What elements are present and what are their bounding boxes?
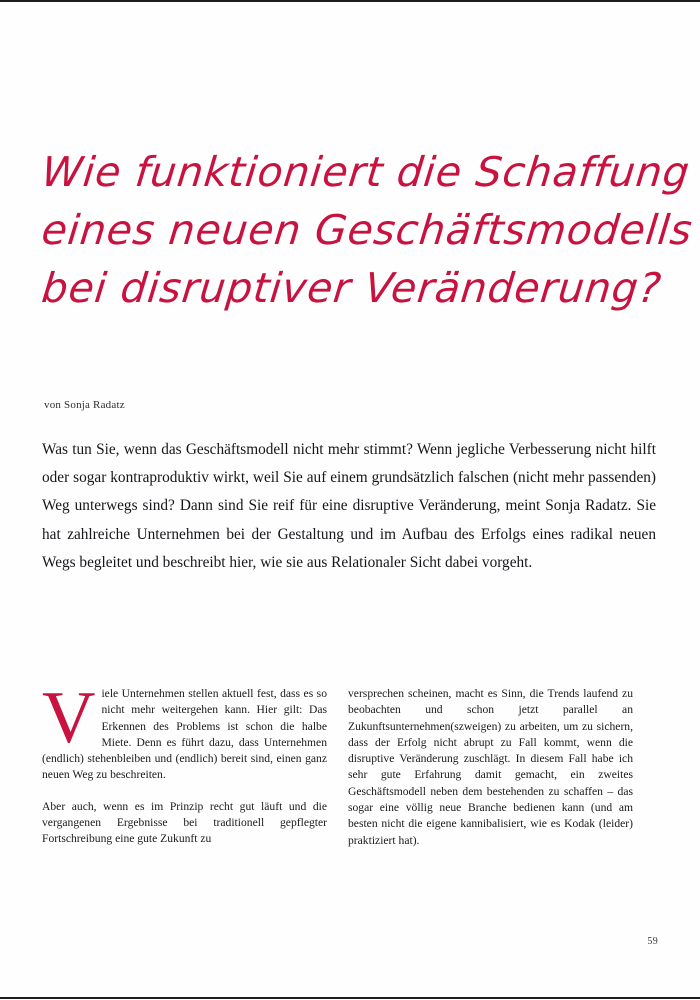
- scan-edge-top: [0, 0, 700, 2]
- page-number: 59: [647, 936, 658, 947]
- body-left-paragraph-1: [42, 677, 327, 784]
- title-line-2: eines neuen Geschäftsmodells: [39, 206, 695, 254]
- lead-paragraph: [42, 436, 656, 577]
- title-line-3: bei disruptiver Veränderung?: [39, 264, 664, 312]
- body-column-right: [348, 686, 633, 849]
- body-column-left: [42, 677, 327, 848]
- author-byline: von Sonja Radatz: [44, 399, 125, 411]
- drop-cap: V: [42, 677, 96, 759]
- article-title: [39, 143, 695, 317]
- scan-edge-bottom: [0, 997, 700, 999]
- lead-text: Was tun Sie, wenn das Geschäftsmodell nicht mehr stimmt? Wenn jegliche Verbesserung nicht hilft oder sogar kontraproduktiv wirkt, weil Sie auf einem grundsätzlich falschen (nicht mehr passenden) Weg unterwegs sind? Dann sind Sie reif für eine disruptive Veränderung, meint Sonja Radatz. Sie hat zahlreiche Unternehmen bei der Gestaltung und im Aufbau des Erfolgs eines radikal neuen Wegs begleitet und beschreibt hier, wie sie aus Relationaler Sicht dabei vorgeht.: [42, 441, 656, 571]
- body-columns: [42, 677, 656, 901]
- body-right-paragraph-1: versprechen scheinen, macht es Sinn, die Trends laufend zu beobachten und schon jetzt parallel an Zukunftsunternehmen(szweigen) zu arbeiten, um zu sichern, dass der Erfolg nicht abrupt zu Fall kommt, wenn die disruptive Veränderung zuschlägt. In diesem Fall habe ich sehr gute Erfahrung damit gemacht, ein zweites Geschäftsmodell neben dem bestehenden zu schaffen – das sogar eine völlig neue Branche bedienen kann (und am besten nicht die eigene kannibalisiert, wie es Kodak (leider) praktiziert hat).: [348, 687, 633, 847]
- title-line-1: Wie funktioniert die Schaffung: [39, 148, 693, 196]
- body-left-paragraph-1-text: iele Unternehmen stellen aktuell fest, dass es so nicht mehr weitergehen kann. Hier gilt: Das Erkennen des Problems ist schon die halbe Miete. Denn es führt dazu, dass Unternehmen (endlich) stehenbleiben und (endlich) bereit sind, einen ganz neuen Weg zu beschreiten.: [42, 687, 327, 782]
- body-left-paragraph-2: Aber auch, wenn es im Prinzip recht gut läuft und die vergangenen Ergebnisse bei traditionell gepflegter Fortschreibung eine gute Zukunft zu: [42, 799, 327, 846]
